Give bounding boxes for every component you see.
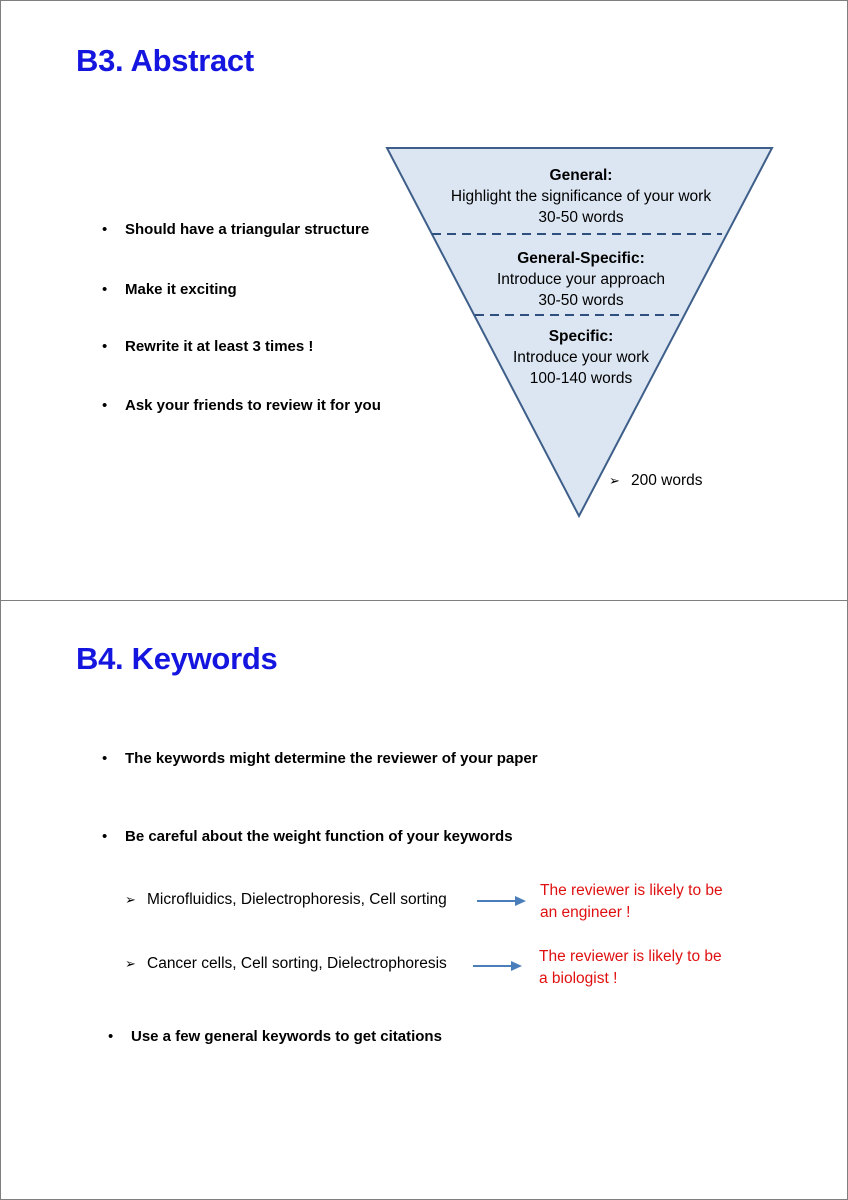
arrow-right-icon bbox=[477, 896, 526, 906]
section-words: 100-140 words bbox=[529, 370, 633, 387]
slide-title: B3. Abstract bbox=[76, 43, 254, 78]
bullet: • Ask your friends to review it for you bbox=[125, 397, 381, 414]
bullet: • Should have a triangular structure bbox=[125, 221, 369, 238]
bullet: • Use a few general keywords to get citations bbox=[131, 1028, 442, 1045]
note-line: The reviewer is likely to be bbox=[539, 948, 722, 965]
arrow-right-icon bbox=[473, 961, 522, 971]
note-line: The reviewer is likely to be bbox=[540, 882, 723, 899]
section-heading: Specific: bbox=[548, 328, 614, 345]
section-general-specific bbox=[421, 248, 741, 311]
bullet: • Rewrite it at least 3 times ! bbox=[125, 338, 313, 355]
section-text: Highlight the significance of your work bbox=[450, 188, 712, 205]
keyword-example: ➢ Cancer cells, Cell sorting, Dielectrophoresis bbox=[147, 955, 447, 973]
bullet: • Be careful about the weight function of your keywords bbox=[125, 828, 513, 845]
reviewer-note bbox=[539, 946, 722, 990]
section-heading: General-Specific: bbox=[517, 250, 645, 267]
section-general bbox=[421, 165, 741, 228]
slide-title: B4. Keywords bbox=[76, 641, 278, 676]
section-words: 30-50 words bbox=[538, 209, 624, 226]
section-heading: General: bbox=[549, 167, 613, 184]
bullet: • The keywords might determine the reviewer of your paper bbox=[125, 750, 538, 767]
section-words: 30-50 words bbox=[538, 292, 624, 309]
slide-keywords bbox=[0, 600, 848, 1200]
note-line: an engineer ! bbox=[540, 904, 631, 921]
total-words: ➢ 200 words bbox=[631, 472, 703, 490]
keyword-example: ➢ Microfluidics, Dielectrophoresis, Cell sorting bbox=[147, 891, 447, 909]
bullet: • Make it exciting bbox=[125, 281, 237, 298]
section-specific bbox=[421, 326, 741, 389]
reviewer-note bbox=[540, 880, 723, 924]
note-line: a biologist ! bbox=[539, 970, 618, 987]
section-text: Introduce your approach bbox=[496, 271, 666, 288]
section-text: Introduce your work bbox=[512, 349, 650, 366]
